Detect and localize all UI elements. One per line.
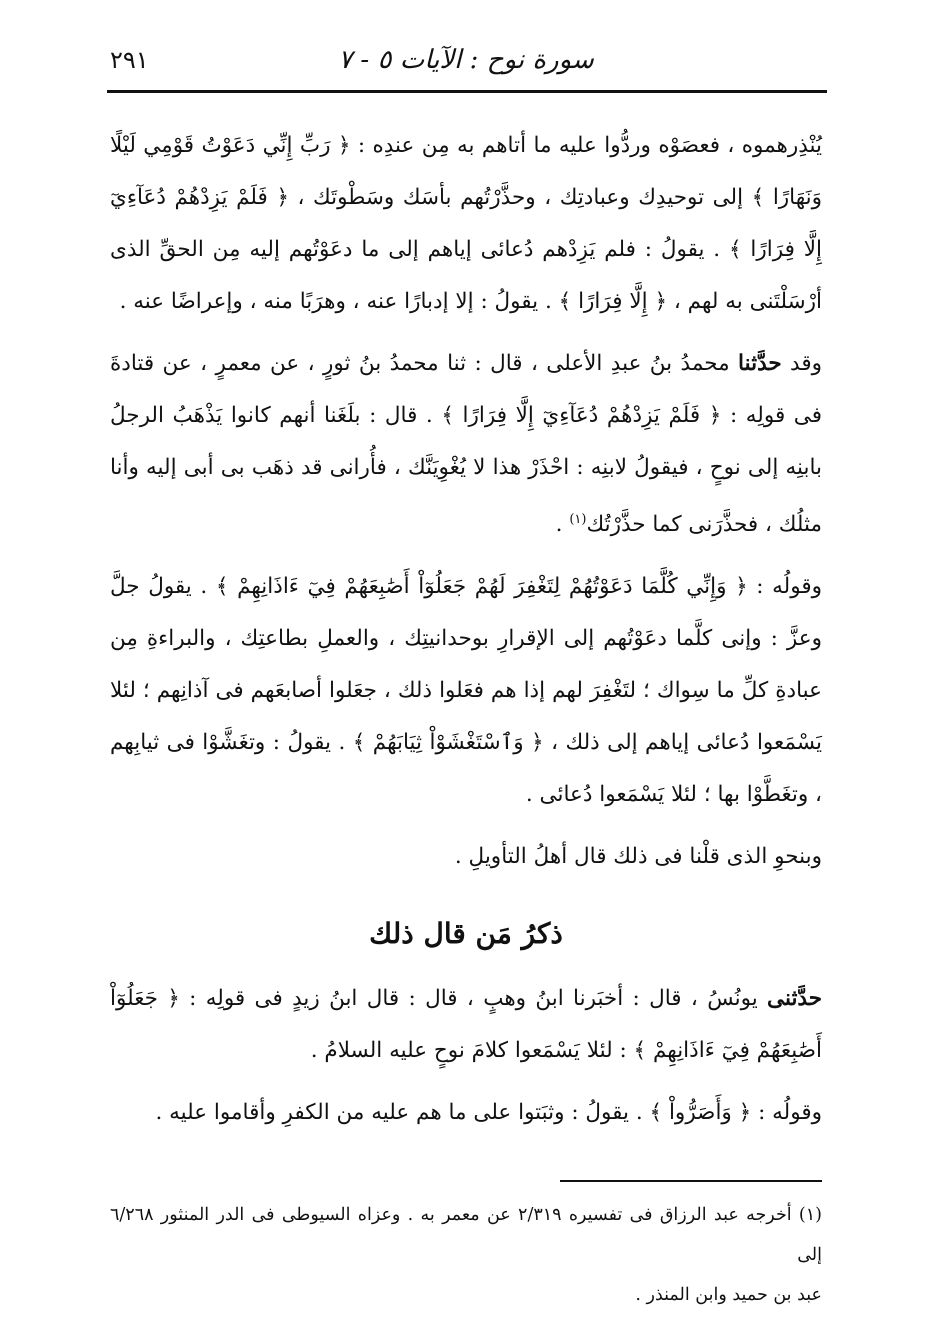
text: . يقولُ : إلا إدبارًا عنه ، وهرَبًا منه ، وإعراضًا عنه .: [119, 289, 559, 314]
text: . قال : بلَغَنا أنهم كانوا يَذْهَبُ الرجلُ بابنِه إلى نوحٍ ، فيقولُ لابنِه : احْذَرْ هذا لا يُغْوِيَنَّك ، فأُرانى قد ذهَب بى أبى إليه وأنا مثلُك ، فحذَّرَنى كما حذَّرْتُك: [110, 403, 822, 538]
text: . يقولُ : فلم يَزِدْهم دُعائى إياهم إلى ما دعَوْتُهم إليه مِن الحقِّ الذى أرْسَلْتَنى به لهم ،: [110, 237, 822, 314]
paragraph-1: [110, 120, 822, 328]
quran-verse: ﴿ إِلَّا فِرَارًا ﴾: [558, 289, 668, 314]
running-title: سورة نوح : الآيات ٥ - ٧: [338, 45, 594, 75]
section-heading: ذكرُ مَن قال ذلك: [369, 917, 563, 951]
text: يُنْذِرهموه ، فعصَوْه وردُّوا عليه ما أتاهم به مِن عندِه :: [350, 133, 822, 158]
text: يونُسُ ، قال : أخبَرنا ابنُ وهبٍ ، قال : قال ابنُ زيدٍ فى قولِه :: [179, 986, 768, 1012]
footnote-1: [110, 1195, 822, 1315]
text: وقولُه :: [747, 574, 822, 600]
text: .: [555, 512, 570, 538]
quran-verse: ﴿ فَلَمْ يَزِدْهُمْ دُعَآءِيٓ إِلَّا فِرَارًا ﴾: [441, 403, 722, 428]
footnote-line: (١) أخرجه عبد الرزاق فى تفسيره ٢/٣١٩ عن معمر به . وعزاه السيوطى فى الدر المنثور ٦/٢٦٨ إلى: [110, 1205, 822, 1265]
paragraph-2: [110, 338, 822, 551]
quran-verse: ﴿ وَٱسْتَغْشَوْاْ ثِيَابَهُمْ ﴾: [352, 730, 544, 756]
text: إلى توحيدِك وعبادتِك ، وحذَّرْتُهم بأسَك وسَطْوتَك ،: [288, 185, 752, 210]
paragraph-5: [110, 973, 822, 1077]
isnad-keyword: حدَّثنا: [738, 351, 782, 376]
footnote-ref[interactable]: (١): [569, 512, 587, 527]
quran-verse: ﴿ وَأَصَرُّواْ ﴾: [649, 1100, 752, 1126]
text: محمدُ بنُ عبدِ الأعلى ، قال : ثنا محمدُ بنُ ثورٍ ، عن معمرٍ ، عن قتادةَ فى قولِه :: [110, 351, 823, 428]
footnotes: [110, 1195, 822, 1315]
paragraph-3: [110, 561, 822, 821]
quran-verse: ﴿ وَإِنِّي كُلَّمَا دَعَوْتُهُمْ لِتَغْفِرَ لَهُمْ جَعَلُوٓاْ أَصَٰبِعَهُمْ فِيٓ ءَاذَانِهِمْ ﴾: [215, 574, 748, 600]
footnote-line: عبد بن حميد وابن المنذر .: [635, 1285, 822, 1305]
text: . يقولُ جلَّ وعزَّ : وإنى كلَّما دعَوْتُهم إلى الإقرارِ بوحدانيتِك ، والعملِ بطاعتِك ، والبراءةِ مِن عبادةِ كلِّ ما سِواك ؛ لتَغْفِرَ لهم إذا هم فعَلوا ذلك ، جعَلوا أصابعَهم فى آذانِهم ؛ لئلا يَسْمَعوا دُعائى إياهم إلى ذلك ،: [110, 574, 822, 756]
paragraph-4: وبنحوِ الذى قلْنا فى ذلك قال أهلُ التأويلِ .: [454, 844, 822, 870]
text: : لئلا يَسْمَعوا كلامَ نوحٍ عليه السلامُ .: [310, 1038, 634, 1064]
quran-verse: ﴿ جَعَلُوٓاْ أَصَٰبِعَهُمْ فِيٓ ءَاذَانِهِمْ ﴾: [110, 986, 822, 1064]
text: وقولُه :: [751, 1100, 822, 1126]
isnad-keyword: حدَّثنى: [767, 986, 822, 1012]
header-rule: [107, 90, 827, 93]
page-header: [110, 38, 822, 82]
text: وقد: [781, 351, 822, 376]
quran-verse: ﴿ رَبِّ إِنِّي دَعَوْتُ قَوْمِي لَيْلًا وَنَهَارًا ﴾: [110, 133, 823, 210]
text: . يقولُ : وثبَتوا على ما هم عليه من الكفرِ وأقاموا عليه .: [155, 1100, 650, 1126]
paragraph-6: [110, 1087, 822, 1139]
quran-verse: ﴿ فَلَمْ يَزِدْهُمْ دُعَآءِيٓ إِلَّا فِرَارًا ﴾: [110, 185, 822, 262]
footnote-rule: [560, 1180, 822, 1182]
text: . يقولُ : وتغَشَّوْا فى ثيابِهم ، وتغَطَّوْا بها ؛ لئلا يَسْمَعوا دُعائى .: [110, 730, 822, 808]
main-text: [110, 120, 822, 1139]
page-number: ٢٩١: [110, 46, 149, 74]
